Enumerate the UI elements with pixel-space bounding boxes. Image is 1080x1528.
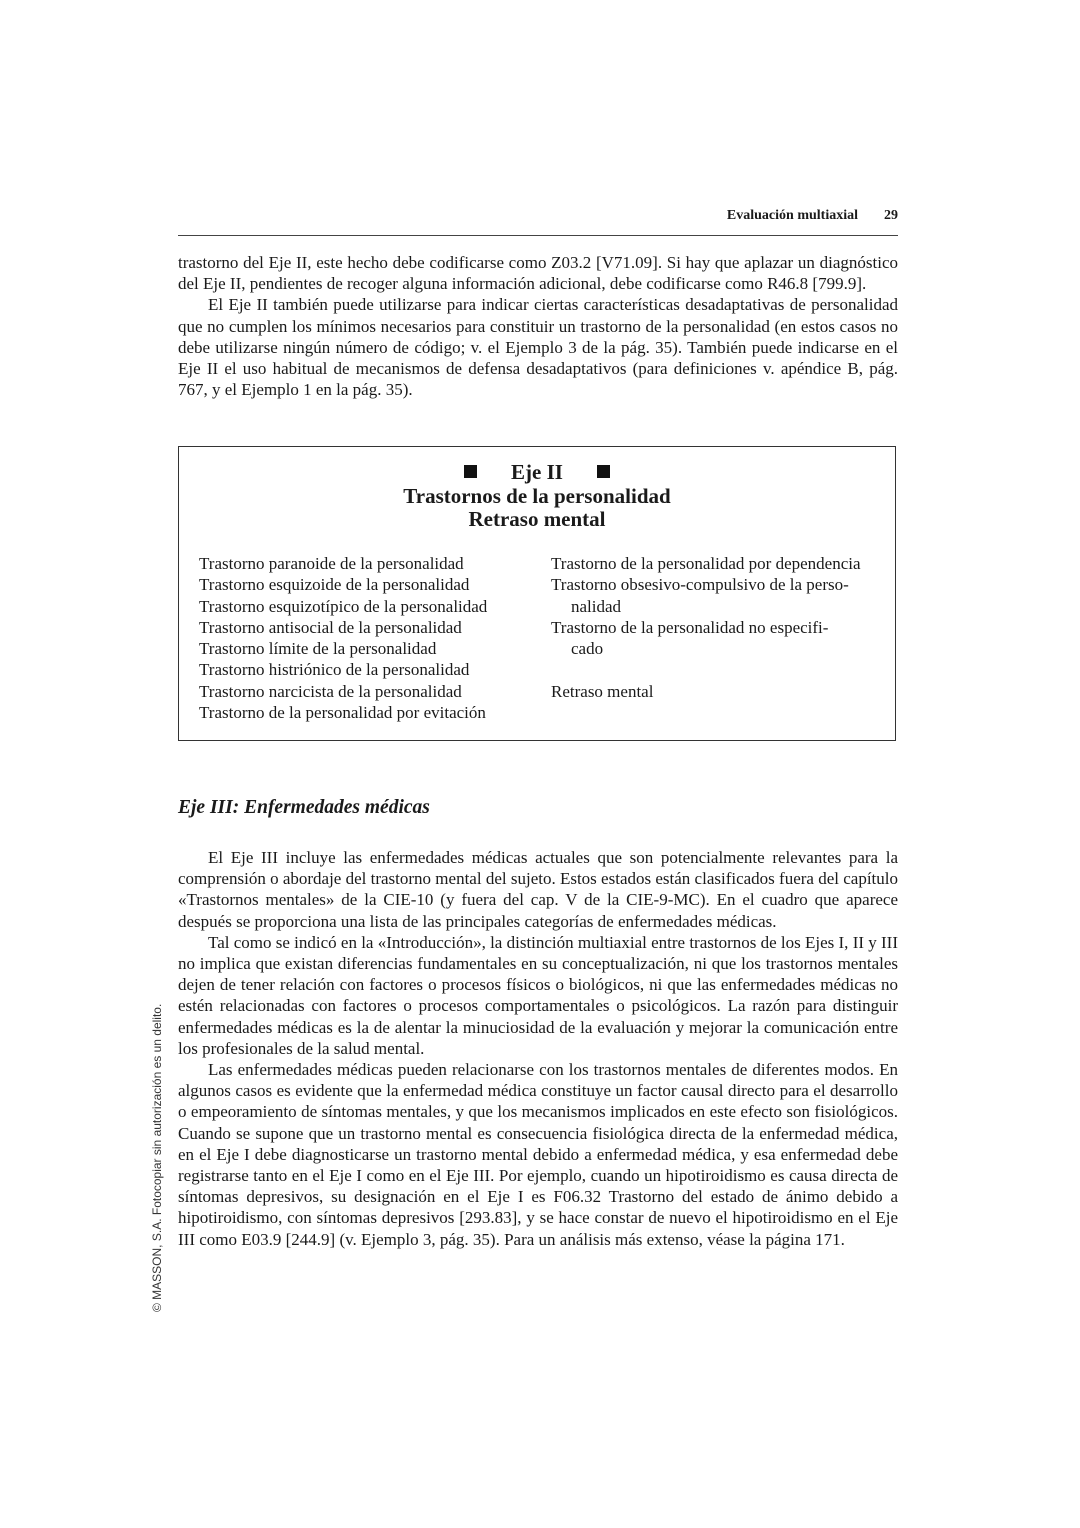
list-item: Trastorno esquizoide de la personalidad [199,575,470,595]
header-rule [178,235,898,236]
list-item-text: Trastorno de la personalidad no especifi- [551,617,829,637]
list-item: Trastorno de la personalidad por evitación [199,703,486,723]
list-item: Trastorno histriónico de la personalidad [199,660,470,680]
list-item-text: Retraso mental [551,681,654,701]
axis-ii-box [178,446,896,741]
list-item: Trastorno narcicista de la personalidad [199,681,462,701]
box-title [179,461,895,532]
page-number: 29 [884,208,898,223]
left-column [199,553,539,723]
square-bullet-icon [597,465,610,478]
box-subtitle: Trastornos de la personalidad [403,483,671,508]
square-bullet-icon [464,465,477,478]
paragraph: Tal como se indicó en la «Introducción», la distinción multiaxial entre trastornos de los Ejes I, II y III no implica que existan diferencias fundamentales en su conceptualización, ni que los trastornos mentales dejen de tener relación con factores o procesos físicos o biológicos, ni que las enfermedades médicas no estén relacionadas con factores o procesos comportamentales o psicológicos. La razón para distinguir enfermedades médicas es la de alentar la minuciosidad de la evaluación y mejorar la comunicación entre los profesionales de la salud mental. [178,932,898,1058]
list-item-text: Trastorno obsesivo-compulsivo de la perso- [551,575,849,595]
spacer [551,659,879,680]
list-item: Trastorno antisocial de la personalidad [199,617,462,637]
intro-text [178,252,898,400]
running-head [178,208,898,224]
list-item: Trastorno paranoide de la personalidad [199,554,464,573]
list-item-continuation: cado [571,639,604,659]
box-heading: Eje II [511,460,563,484]
list-item: Trastorno límite de la personalidad [199,639,437,659]
list-item-continuation: nalidad [571,596,622,616]
paragraph: El Eje II también puede utilizarse para indicar ciertas características desadaptativas de personalidad que no cumplen los mínimos necesarios para constituir un trastorno de la personalidad (en estos casos no debe utilizarse ningún número de código; v. el Ejemplo 3 de la pág. 35). También puede indicarse en el Eje II el uso habitual de mecanismos de defensa desadaptativos (para definiciones v. apéndice B, pág. 767, y el Ejemplo 1 en la pág. 35). [178,295,898,400]
list-item [551,553,879,574]
list-item: Trastorno esquizotípico de la personalidad [199,596,488,616]
right-column [551,553,879,702]
box-subtitle: Retraso mental [468,507,606,531]
paragraph: Las enfermedades médicas pueden relacionarse con los trastornos mentales de diferentes modos. En algunos casos es evidente que la enfermedad médica constituye un factor causal directo para el desarrollo o empeoramiento de síntomas mentales, y que los mecanismos implicados en este efecto son fisiológicos. Cuando se supone que un trastorno mental es consecuencia fisiológica directa de la enfermedad médica, en el Eje I debe diagnosticarse un trastorno mental debido a enfermedad médica, y esa enfermedad debe registrarse tanto en el Eje I como en el Eje III. Por ejemplo, cuando un hipotiroidismo es causa directa de síntomas depresivos, su designación en el Eje I es F06.32 Trastorno del estado de ánimo debido a hipotiroidismo, con síntomas depresivos [293.83], y se hace constar de nuevo el hipotiroidismo en el Eje III como E03.9 [244.9] (v. Ejemplo 3, pág. 35). Para un análisis más extenso, véase la página 171. [178,1060,898,1249]
section-heading: Eje III: Enfermedades médicas [178,797,430,818]
list-item [551,681,879,702]
list-item [551,617,879,660]
copyright-sidenote: © MASSON, S.A. Fotocopiar sin autorización es un delito. [150,1003,164,1312]
section-body [178,847,898,1250]
paragraph: trastorno del Eje II, este hecho debe codificarse como Z03.2 [V71.09]. Si hay que aplazar un diagnóstico del Eje II, pendientes de recoger alguna información adicional, debe codificarse como R46.8 [799.9]. [178,253,898,294]
running-head-title: Evaluación multiaxial [726,208,858,223]
list-item-text: Trastorno de la personalidad por dependencia [551,554,861,573]
paragraph: El Eje III incluye las enfermedades médicas actuales que son potencialmente relevantes para la comprensión o abordaje del trastorno mental del sujeto. Estos estados están clasificados fuera del capítulo «Trastornos mentales» de la CIE-10 (y fuera del cap. V de la CIE-9-MC). En el cuadro que aparece después se proporciona una lista de las principales categorías de enfermedades médicas. [178,848,898,931]
list-item [551,574,879,617]
